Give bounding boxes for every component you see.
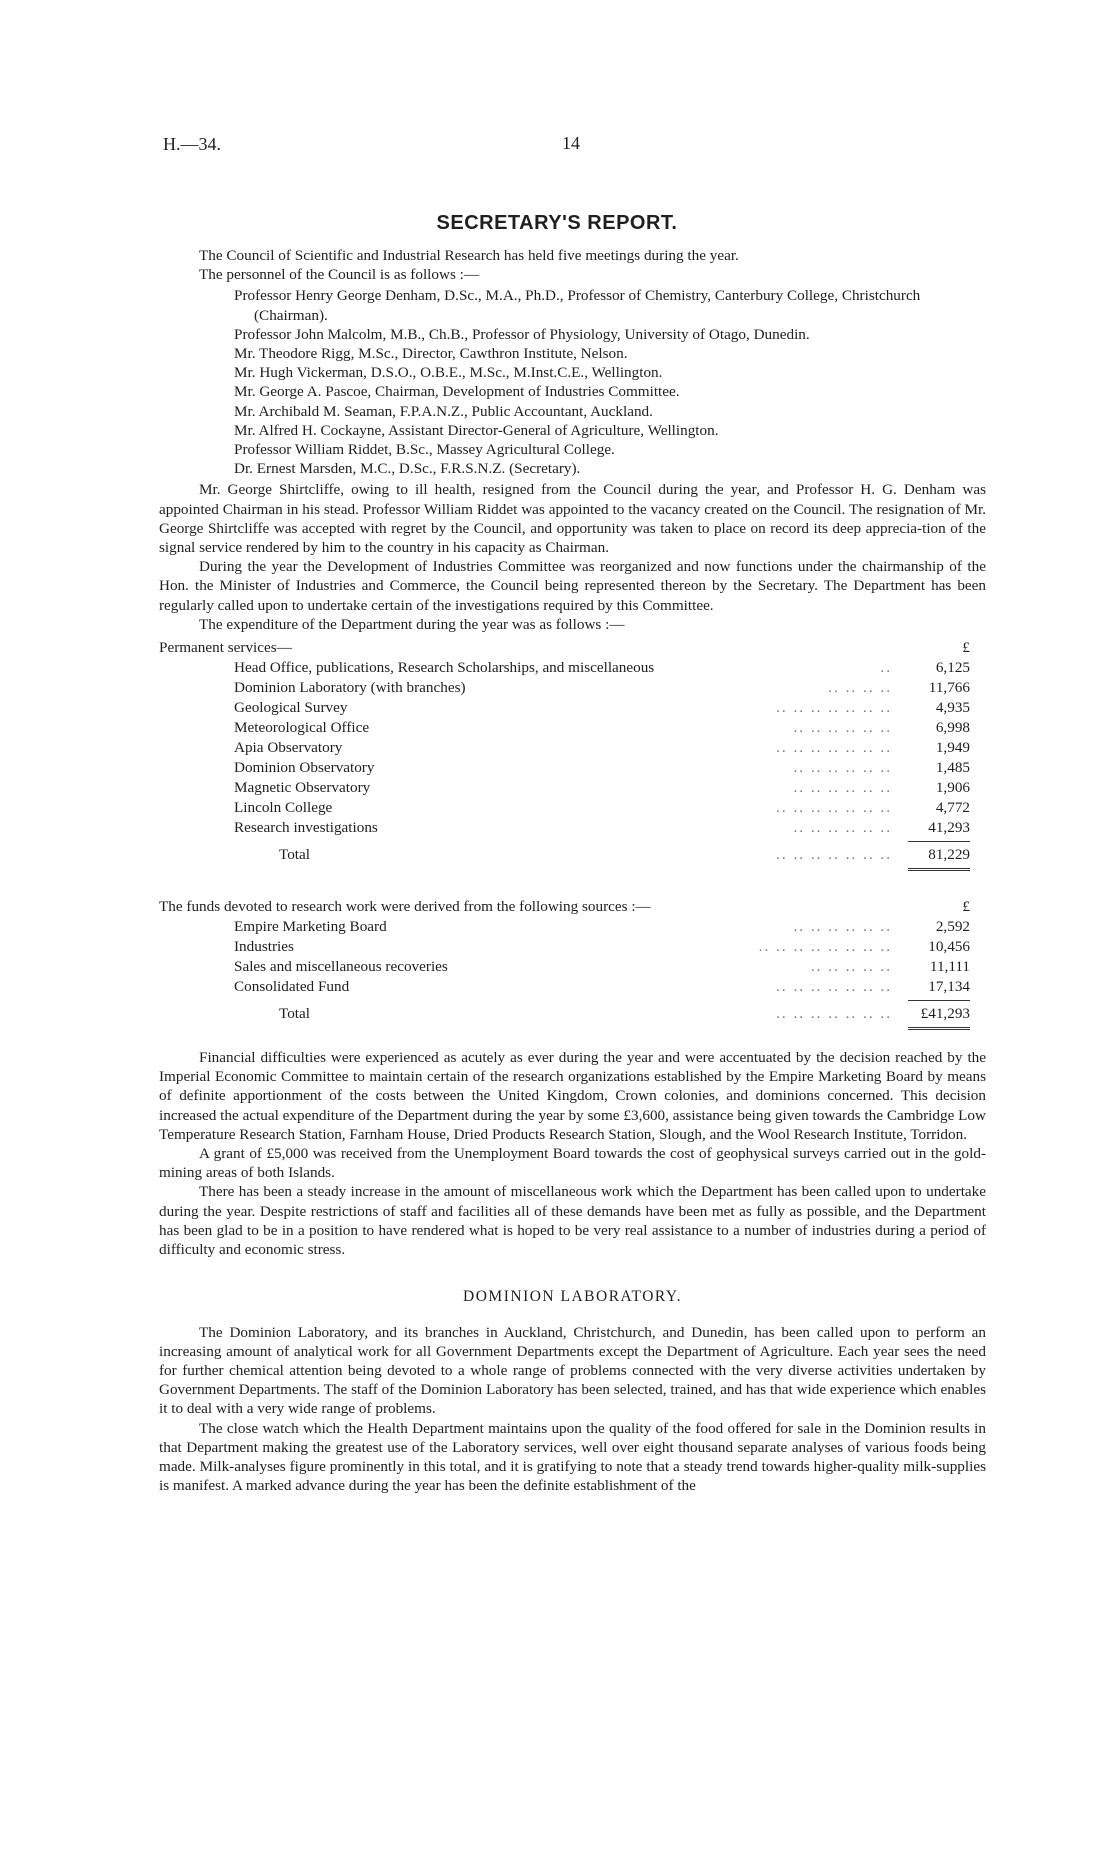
expenditure-label: Lincoln College [234, 799, 333, 817]
council-member: Professor John Malcolm, M.B., Ch.B., Professor of Physiology, University of Otago, Dunedin. [234, 325, 810, 343]
expenditure-amount: 1,949 [935, 739, 970, 757]
expenditure-label: Dominion Laboratory (with branches) [234, 679, 466, 697]
paragraph-grant: A grant of £5,000 was received from the Unemployment Board towards the cost of geophysical surveys carried out in the gold-mining areas of both Islands. [159, 1145, 986, 1182]
funds-total-label: Total [279, 1005, 310, 1023]
table-row: Research investigations .. .. .. .. .. .. 41,293 [159, 818, 986, 838]
paragraph-expenditure-intro: The expenditure of the Department during the year was as follows :— [199, 615, 625, 633]
council-member: Dr. Ernest Marsden, M.C., D.Sc., F.R.S.N.Z. (Secretary). [234, 460, 581, 478]
expenditure-label: Geological Survey [234, 699, 348, 717]
expenditure-amount: 1,906 [935, 779, 970, 797]
funds-label: Industries [234, 938, 294, 956]
intro-line-1: The Council of Scientific and Industrial Research has held five meetings during the year. [199, 247, 739, 264]
council-member: Mr. Archibald M. Seaman, F.P.A.N.Z., Public Accountant, Auckland. [234, 402, 653, 420]
expenditure-amount: 4,772 [935, 799, 970, 817]
page-number: 14 [562, 133, 580, 153]
table-row: Apia Observatory .. .. .. .. .. .. .. 1,949 [159, 738, 986, 758]
expenditure-table [159, 638, 986, 871]
council-member: Mr. Alfred H. Cockayne, Assistant Director-General of Agriculture, Wellington. [234, 421, 719, 439]
council-member-list [234, 286, 986, 478]
table-row: Industries .. .. .. .. .. .. .. .. 10,456 [159, 937, 986, 957]
paragraph-shirtcliffe: Mr. George Shirtcliffe, owing to ill health, resigned from the Council during the year, and Professor H. G. Denham was appointed Chairman in his stead. Professor William Riddet was appointed to the vacancy created on the Council. The resignation of Mr. George Shirtcliffe was accepted with regret by the Council, and opportunity was taken to place on record its deep apprecia-tion of the signal service rendered by him to the country in his capacity as Chairman. [159, 481, 986, 557]
expenditure-group-label: Permanent services— [159, 639, 292, 657]
expenditure-amount: 11,766 [928, 679, 970, 697]
funds-label: Empire Marketing Board [234, 918, 387, 936]
page-title: SECRETARY'S REPORT. [436, 212, 678, 234]
expenditure-label: Meteorological Office [234, 719, 370, 737]
expenditure-amount: 4,935 [935, 699, 970, 717]
funds-amount: 10,456 [928, 938, 970, 956]
table-row: Dominion Observatory .. .. .. .. .. .. 1,485 [159, 758, 986, 778]
paragraph-laboratory-1: The Dominion Laboratory, and its branches in Auckland, Christchurch, and Dunedin, has been called upon to perform an increasing amount of analytical work for all Government Departments except the Department of Agriculture. Each year sees the need for further chemical attention being devoted to a whole range of problems connected with the very diverse activities undertaken by Government Departments. The staff of the Dominion Laboratory has been selected, trained, and has that wide experience which enables it to deal with a very wide range of problems. [159, 1323, 986, 1418]
expenditure-amount: 41,293 [928, 819, 970, 837]
funds-label: Consolidated Fund [234, 978, 350, 996]
paragraph-financial: Financial difficulties were experienced as acutely as ever during the year and were accentuated by the decision reached by the Imperial Economic Committee to maintain certain of the research organizations established by the Empire Marketing Board by means of definite apportionment of the costs between the United Kingdom, Crown colonies, and dominions concerned. This decision increased the actual expenditure of the Department during the year by some £3,600, assistance being given towards the Cambridge Low Temperature Research Station, Farnham House, Dried Products Research Station, Slough, and the Wool Research Institute, Torridon. [159, 1049, 986, 1143]
funds-amount: 17,134 [928, 978, 970, 996]
table-row: Empire Marketing Board .. .. .. .. .. .. 2,592 [159, 917, 986, 937]
council-member: Mr. Hugh Vickerman, D.S.O., O.B.E., M.Sc., M.Inst.C.E., Wellington. [234, 364, 663, 382]
table-row: Consolidated Fund .. .. .. .. .. .. .. 17,134 [159, 977, 986, 997]
expenditure-total: 81,229 [928, 846, 970, 864]
council-member: Professor William Riddet, B.Sc., Massey Agricultural College. [234, 441, 615, 459]
expenditure-label: Magnetic Observatory [234, 779, 371, 797]
council-member: Mr. George A. Pascoe, Chairman, Development of Industries Committee. [234, 383, 680, 401]
funds-intro-row [159, 897, 986, 917]
document-reference: H.—34. [163, 134, 221, 154]
paragraph-increase: There has been a steady increase in the amount of miscellaneous work which the Department has been called upon to undertake during the year. Despite restrictions of staff and facilities all of these demands have been met as fully as possible, and the Department has been glad to be in a position to have rendered what is hoped to be very real assistance to a number of industries during a period of difficulty and economic stress. [159, 1183, 986, 1259]
report-body [159, 246, 986, 1495]
expenditure-label: Research investigations [234, 819, 378, 837]
expenditure-label: Dominion Observatory [234, 759, 375, 777]
council-member: Professor Henry George Denham, D.Sc., M.A., Ph.D., Professor of Chemistry, Canterbury College, Christchurch (Chairman). [234, 287, 921, 324]
table-row: Lincoln College .. .. .. .. .. .. .. 4,772 [159, 798, 986, 818]
funds-table [159, 917, 986, 1030]
table-row: Dominion Laboratory (with branches) .. .. .. .. 11,766 [159, 678, 986, 698]
table-row: Sales and miscellaneous recoveries .. .. .. .. .. 11,111 [159, 957, 986, 977]
expenditure-label: Apia Observatory [234, 739, 343, 757]
paragraph-laboratory-2: The close watch which the Health Department maintains upon the quality of the food offered for sale in the Dominion results in that Department making the greatest use of the Laboratory services, well over eight thousand separate analyses of various foods being made. Milk-analyses figure prominently in this total, and it is gratifying to note that a steady trend towards higher-quality milk-supplies is manifest. A marked advance during the year has been the definite establishment of the [159, 1419, 986, 1495]
table-row: Meteorological Office .. .. .. .. .. .. 6,998 [159, 718, 986, 738]
intro-line-2: The personnel of the Council is as follows :— [199, 266, 480, 284]
table-total-row: Total .. .. .. .. .. .. .. 81,229 [159, 842, 986, 868]
expenditure-amount: 1,485 [935, 759, 970, 777]
expenditure-total-label: Total [279, 846, 310, 864]
expenditure-amount: 6,125 [935, 659, 970, 677]
table-row: Magnetic Observatory .. .. .. .. .. .. 1,906 [159, 778, 986, 798]
funds-total: £41,293 [920, 1005, 970, 1023]
expenditure-label: Head Office, publications, Research Scholarships, and miscellaneous [234, 659, 655, 677]
table-total-row: Total .. .. .. .. .. .. .. £41,293 [159, 1001, 986, 1027]
section-heading: DOMINION LABORATORY. [463, 1288, 682, 1306]
table-row: Head Office, publications, Research Scholarships, and miscellaneous .. 6,125 [159, 658, 986, 678]
expenditure-group-row [159, 638, 986, 658]
expenditure-currency: £ [962, 639, 970, 657]
council-member: Mr. Theodore Rigg, M.Sc., Director, Cawthron Institute, Nelson. [234, 345, 628, 363]
paragraph-development: During the year the Development of Industries Committee was reorganized and now functions under the chairmanship of the Hon. the Minister of Industries and Commerce, the Council being represented thereon by the Secretary. The Department has been regularly called upon to undertake certain of the investigations required by this Committee. [159, 558, 986, 614]
funds-amount: 2,592 [935, 918, 970, 936]
funds-currency: £ [962, 898, 970, 916]
funds-intro: The funds devoted to research work were derived from the following sources :— [159, 898, 651, 916]
funds-label: Sales and miscellaneous recoveries [234, 958, 448, 976]
funds-amount: 11,111 [929, 958, 970, 976]
table-row: Geological Survey .. .. .. .. .. .. .. 4,935 [159, 698, 986, 718]
expenditure-amount: 6,998 [935, 719, 970, 737]
